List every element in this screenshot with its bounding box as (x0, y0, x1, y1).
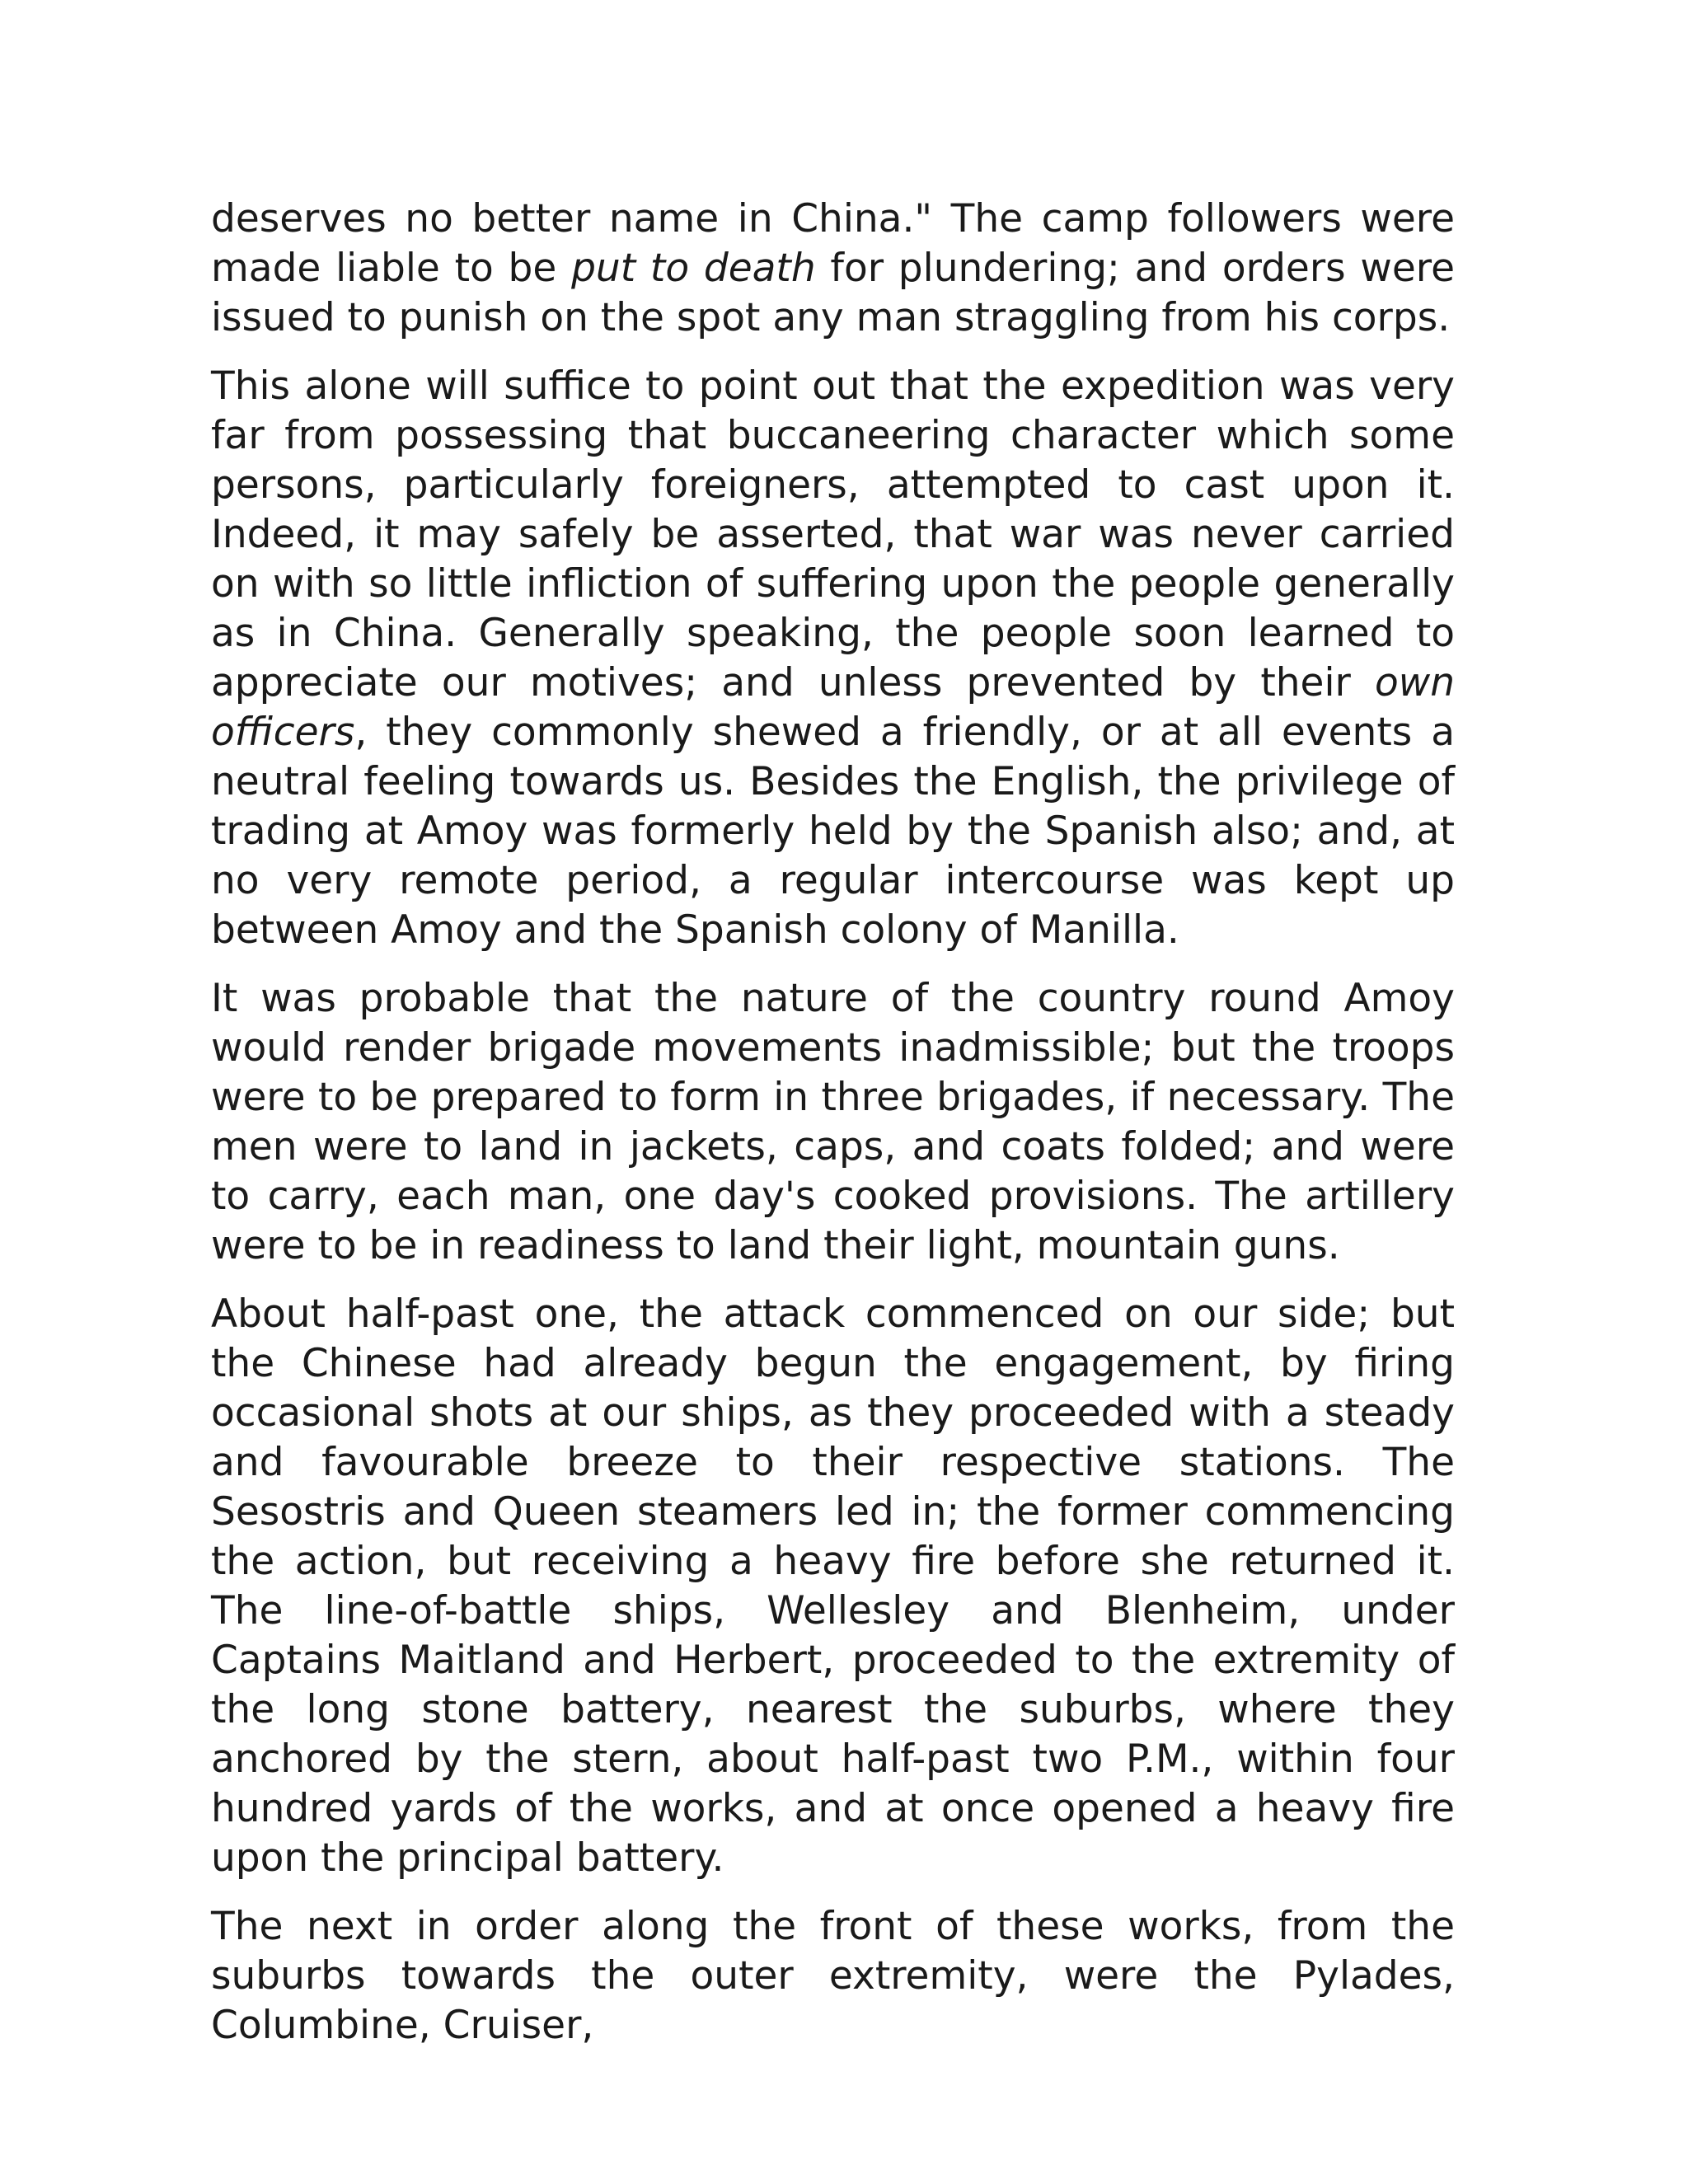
italic-text-run: own officers (211, 660, 1455, 755)
paragraph-3 (211, 974, 1455, 1271)
paragraph-5 (211, 1902, 1455, 2050)
italic-text-run: put to death (571, 246, 816, 291)
text-run: , they commonly shewed a friendly, or at all events a neutral feeling towards us. Besides the English, the privilege of trading at Amoy was formerly held by the Spanish also; and, at no very remote period, a regular intercourse was kept up between Amoy and the Spanish colony of Manilla. (211, 710, 1455, 953)
paragraph-1 (211, 194, 1455, 343)
paragraph-4 (211, 1290, 1455, 1883)
text-run: for plundering; and orders were issued to punish on the spot any man straggling from his corps. (211, 246, 1455, 340)
text-run: The next in order along the front of these works, from the suburbs towards the outer extremity, were the Pylades, Columbine, Cruiser, (211, 1904, 1455, 2048)
text-run: deserves no better name in China." The camp followers were made liable to be (211, 196, 1455, 291)
paragraph-2 (211, 362, 1455, 955)
text-run: It was probable that the nature of the country round Amoy would render brigade movements inadmissible; but the troops were to be prepared to form in three brigades, if necessary. The men were to land in jackets, caps, and coats folded; and were to carry, each man, one day's cooked provisions. The artillery were to be in readiness to land their light, mountain guns. (211, 976, 1455, 1268)
document-page (211, 194, 1455, 2069)
text-run: About half-past one, the attack commenced on our side; but the Chinese had already begun the engagement, by firing occasional shots at our ships, as they proceeded with a steady and favourable breeze to their respective stations. The Sesostris and Queen steamers led in; the former commencing the action, but receiving a heavy fire before she returned it. The line-of-battle ships, Wellesley and Blenheim, under Captains Maitland and Herbert, proceeded to the extremity of the long stone battery, nearest the suburbs, where they anchored by the stern, about half-past two P.M., within four hundred yards of the works, and at once opened a heavy fire upon the principal battery. (211, 1291, 1455, 1881)
text-run: This alone will suffice to point out that the expedition was very far from possessing that buccaneering character which some persons, particularly foreigners, attempted to cast upon it. Indeed, it may safely be asserted, that war was never carried on with so little infliction of suffering upon the people generally as in China. Generally speaking, the people soon learned to appreciate our motives; and unless prevented by their (211, 363, 1455, 705)
